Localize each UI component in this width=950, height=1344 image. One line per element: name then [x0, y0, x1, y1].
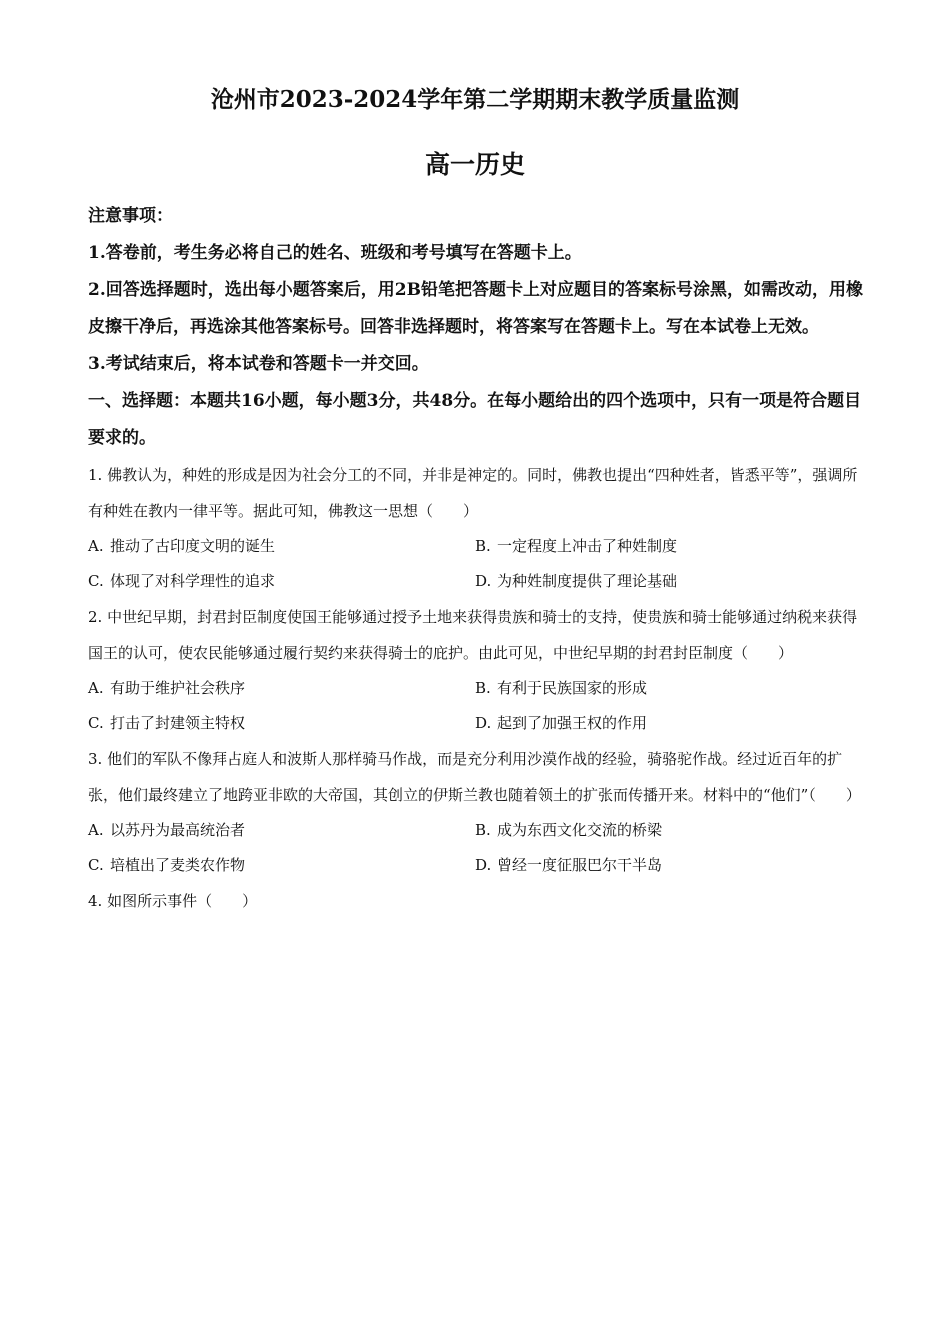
option-text: 为种姓制度提供了理论基础: [497, 572, 678, 590]
option-letter: B.: [475, 679, 491, 697]
option-letter: D.: [475, 572, 492, 590]
option-letter: A.: [88, 537, 104, 555]
notice-item-1: 1.答卷前，考生务必将自己的姓名、班级和考号填写在答题卡上。: [88, 243, 582, 263]
notice-item-3: 3.考试结束后，将本试卷和答题卡一并交回。: [88, 354, 429, 374]
question-4: [88, 883, 864, 919]
option-d: [475, 706, 864, 741]
section-heading: 一、选择题：本题共16小题，每小题3分，共48分。在每小题给出的四个选项中，只有一项是符合题目要求的。: [88, 391, 862, 448]
exam-subject: 高一历史: [424, 150, 525, 179]
option-text: 有利于民族国家的形成: [497, 679, 648, 697]
option-letter: B.: [475, 537, 491, 555]
option-text: 起到了加强王权的作用: [497, 714, 648, 732]
question-stem: 2. 中世纪早期，封君封臣制度使国王能够通过授予土地来获得贵族和骑士的支持，使贵族和骑士能够通过纳税来获得国王的认可，使农民能够通过履行契约来获得骑士的庇护。由此可见，中世纪早期的封君封臣制度（ ）: [88, 608, 858, 662]
option-a: [88, 529, 475, 564]
option-a: [88, 671, 475, 706]
option-letter: A.: [88, 821, 104, 839]
option-letter: D.: [475, 714, 492, 732]
option-letter: D.: [475, 856, 492, 874]
question-stem: 1. 佛教认为，种姓的形成是因为社会分工的不同，并非是神定的。同时，佛教也提出“四种姓者，皆悉平等”，强调所有种姓在教内一律平等。据此可知，佛教这一思想（ ）: [88, 466, 858, 520]
option-d: [475, 848, 864, 883]
option-b: [475, 529, 864, 564]
option-grid: [88, 529, 864, 599]
option-b: [475, 671, 864, 706]
notice-heading: 注意事项：: [88, 206, 173, 226]
question-3: [88, 741, 864, 883]
option-d: [475, 564, 864, 599]
option-a: [88, 813, 475, 848]
option-text: 一定程度上冲击了种姓制度: [497, 537, 678, 555]
option-text: 曾经一度征服巴尔干半岛: [497, 856, 663, 874]
notice-section: [88, 198, 864, 383]
option-letter: C.: [88, 856, 104, 874]
question-stem: 4. 如图所示事件（ ）: [88, 892, 258, 910]
question-2: [88, 599, 864, 741]
option-grid: [88, 813, 864, 883]
option-c: [88, 706, 475, 741]
option-text: 以苏丹为最高统治者: [110, 821, 246, 839]
option-letter: A.: [88, 679, 104, 697]
option-text: 打击了封建领主特权: [110, 714, 246, 732]
option-text: 成为东西文化交流的桥梁: [497, 821, 663, 839]
question-stem: 3. 他们的军队不像拜占庭人和波斯人那样骑马作战，而是充分利用沙漠作战的经验，骑骆驼作战。经过近百年的扩张，他们最终建立了地跨亚非欧的大帝国，其创立的伊斯兰教也随着领土的扩张而传播开来。材料中的“他们”（ ）: [88, 750, 861, 804]
question-1: [88, 457, 864, 599]
option-text: 推动了古印度文明的诞生: [110, 537, 276, 555]
exam-title: 沧州市2023-2024学年第二学期期末教学质量监测: [210, 86, 740, 113]
option-text: 培植出了麦类农作物: [110, 856, 246, 874]
option-b: [475, 813, 864, 848]
option-letter: C.: [88, 572, 104, 590]
option-text: 有助于维护社会秩序: [110, 679, 246, 697]
option-letter: B.: [475, 821, 491, 839]
exam-content: [88, 198, 864, 919]
notice-item-2: 2.回答选择题时，选出每小题答案后，用2B铅笔把答题卡上对应题目的答案标号涂黑，如需改动，用橡皮擦干净后，再选涂其他答案标号。回答非选择题时，将答案写在答题卡上。写在本试卷上无效。: [88, 280, 863, 337]
option-grid: [88, 671, 864, 741]
option-c: [88, 564, 475, 599]
option-letter: C.: [88, 714, 104, 732]
option-c: [88, 848, 475, 883]
option-text: 体现了对科学理性的追求: [110, 572, 276, 590]
